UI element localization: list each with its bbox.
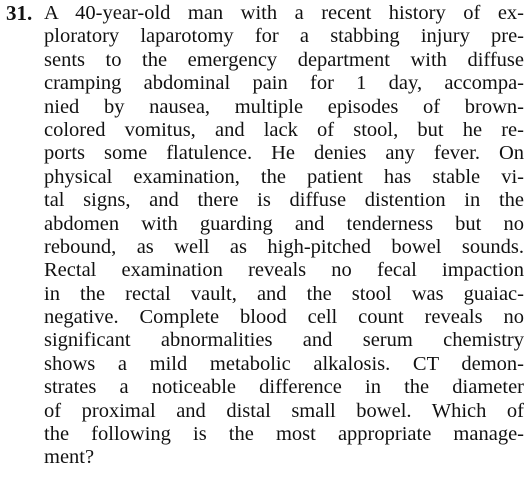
question-line: abdomen with guarding and tenderness but no — [44, 212, 524, 235]
question-line: physical examination, the patient has stable vi- — [44, 165, 524, 188]
question-number: 31. — [6, 1, 33, 25]
question-line: of proximal and distal small bowel. Which of — [44, 399, 524, 422]
question-line: strates a noticeable difference in the diameter — [44, 376, 524, 399]
question-line: cramping abdominal pain for 1 day, accompa- — [44, 72, 524, 95]
question-line: rebound, as well as high-pitched bowel sounds. — [44, 235, 524, 258]
question-line: colored vomitus, and lack of stool, but he re- — [44, 118, 524, 141]
question-line: nied by nausea, multiple episodes of brown- — [44, 95, 524, 118]
question-line: ploratory laparotomy for a stabbing injury pre- — [44, 25, 524, 48]
question-line: shows a mild metabolic alkalosis. CT demon- — [44, 352, 524, 375]
question-line: sents to the emergency department with diffuse — [44, 48, 524, 71]
question-line: the following is the most appropriate manage- — [44, 423, 524, 446]
question-line: ment? — [44, 446, 95, 469]
question-line: ports some flatulence. He denies any fever. On — [44, 142, 524, 165]
question-line: A 40-year-old man with a recent history of ex- — [44, 2, 524, 24]
question-line: negative. Complete blood cell count reveals no — [44, 306, 524, 329]
question-line: Rectal examination reveals no fecal impaction — [44, 259, 524, 282]
question-line: tal signs, and there is diffuse distention in the — [44, 189, 524, 212]
question-stem — [44, 2, 524, 470]
question-line: significant abnormalities and serum chemistry — [44, 329, 524, 352]
question-line: in the rectal vault, and the stool was guaiac- — [44, 282, 524, 305]
